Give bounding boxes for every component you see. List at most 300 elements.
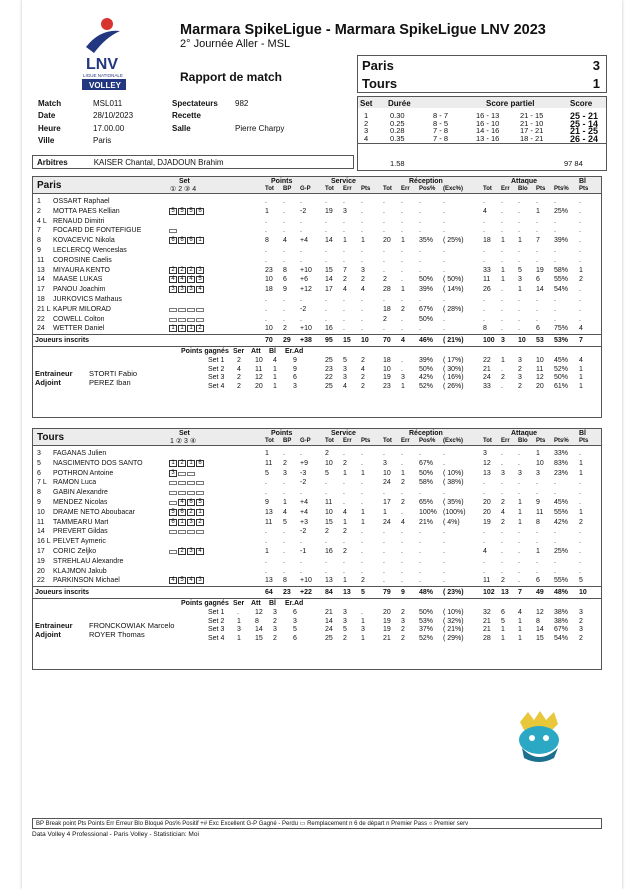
col-attaque: Attaque [511,430,538,437]
set-row-cell: 13 - 16 [476,133,500,143]
pg-cell: 6 [501,609,505,617]
col-reception: Réception [409,178,443,185]
stat-serr: 1 [343,469,347,477]
stat-rtot: . [383,489,385,497]
pg-cell: . [237,609,239,617]
col-bl: Bl [579,430,586,437]
player-number: 14 [37,276,45,284]
pg-cell: 23 [325,365,333,373]
pg-cell: 14 [536,626,544,634]
stat-gp: . [300,315,302,323]
stat-tot: . [265,557,267,565]
stat-atot: 4 [483,548,487,555]
stat-apts: 6 [536,577,540,585]
stat-apts: . [536,557,538,565]
set-row-cell: 1 [364,111,369,120]
round-subtitle: 2° Journée Aller - MSL [180,38,291,50]
stat-atot: . [483,528,485,536]
stat-bl: . [579,315,581,323]
stat-rexc: . [443,577,445,585]
stat-rpos: . [419,450,421,457]
subcol-apct: Pts% [554,186,569,192]
set-lineup-boxes: 5 6 2 1 [169,509,204,516]
pg-cell: ( 30%) [443,365,464,373]
stat-aerr: 2 [501,499,505,506]
pg-cell: 10 [536,357,544,365]
stat-rtot: . [383,256,385,264]
stat-aerr: . [501,557,503,565]
subcol-apts: Pts [536,186,546,192]
stat-stot: . [325,538,327,546]
stat-rerr: . [401,538,403,546]
stat-apct: . [554,479,556,487]
total-stot: 84 [325,589,333,597]
pg-cell: 3 [518,357,522,365]
stat-apct: 45% [554,499,569,506]
pg-cell: 52% [419,634,434,642]
stat-tot: . [265,247,267,254]
heure-label: Heure [38,124,61,133]
stat-ablo: . [518,325,520,333]
pg-cell: 33 [483,382,491,390]
stat-atot: . [483,538,485,546]
pg-cell: 38% [554,617,569,625]
set-row-cell: 0.30 [390,111,405,120]
stat-atot: . [483,479,485,487]
stat-apts: 10 [536,459,544,467]
stat-spts: . [361,450,363,457]
stat-apct: . [554,489,556,497]
stat-rexc: . [443,538,445,546]
stat-apct: 83% [554,459,569,467]
stat-rexc: . [443,548,445,555]
player-name: CORIC Zeljko [53,548,97,555]
player-name: TAMMEARU Mart [53,518,109,526]
pg-cell: 9 [293,365,297,373]
stat-bl: . [579,207,581,215]
subcol-tot: Tot [265,186,274,192]
stat-bl: . [579,217,581,225]
stat-ablo: . [518,305,520,313]
stat-apts: 7 [536,237,540,245]
stat-rerr: . [401,508,403,516]
stat-rtot: 3 [383,459,387,467]
set-row-cell: 0.35 [390,133,405,143]
pg-cell: 5 [501,617,505,625]
stat-rtot: 2 [383,315,387,323]
pg-cell: . [501,382,503,390]
set-row-cell: 21 - 25 [570,126,599,136]
total-rtot: 70 [383,337,391,345]
player-number: 13 [37,266,45,274]
total-apct: 53% [554,337,569,345]
stat-atot: 4 [483,207,487,215]
stat-serr: 7 [343,266,347,274]
stat-rerr: . [401,548,403,555]
pg-cell: 4 [237,365,241,373]
coach-name: STORTI Fabio [89,368,138,378]
subcol-tot: Tot [265,438,274,444]
heure-value: 17.00.00 [93,124,125,133]
stat-rpos: . [419,548,421,555]
player-number: 1 [37,198,41,205]
match-label: Match [38,99,62,108]
points-gagnes-label: Points gagnés [181,600,229,608]
total-bp: 29 [283,337,291,345]
pg-cell: 11 [536,365,544,373]
stat-tot: 10 [265,325,273,333]
joueurs-inscrits-label: Joueurs inscrits [35,589,90,597]
pg-cell: ( 32%) [443,617,464,625]
player-number: 5 [37,459,41,467]
pg-cell: 2 [343,634,347,642]
stat-apts: 1 [536,450,540,457]
stat-rtot: . [383,538,385,546]
pg-cell: 4 [361,365,365,373]
stat-tot: . [265,305,267,313]
pg-cell: 38% [554,609,569,617]
pg-cell: 19 [383,626,391,634]
set-lineup-boxes: 3 3 3 4 [169,286,204,293]
set-row-cell: 21 - 10 [520,118,544,128]
stat-tot: 13 [265,577,273,585]
set-lineup-boxes [169,316,204,322]
tours-stats-table [32,428,602,670]
pg-cell: 2 [518,365,522,373]
pg-cell: 25 [325,357,333,365]
stat-aerr: . [501,489,503,497]
pg-cell: 21 [325,609,333,617]
pg-cell: 8 [255,617,259,625]
sets-col-score: Score [570,99,593,108]
stat-stot: 14 [325,237,333,245]
pg-cell: 3 [343,617,347,625]
pg-cell: 3 [293,617,297,625]
stat-stot: 15 [325,266,333,274]
pg-cell: 12 [255,374,263,382]
stat-ablo: . [518,296,520,303]
set-row-cell: 25 - 14 [570,118,599,129]
stat-apct: 54% [554,286,569,294]
stat-gp: +12 [300,286,312,294]
salle-label: Salle [172,124,191,133]
total-atot: 102 [483,589,495,597]
stat-ablo: 1 [518,499,522,506]
subcol-ablo: Blo [518,438,528,444]
pg-cell: 53% [419,617,434,625]
pg-cell: 4 [343,382,347,390]
set-row-cell: 0.25 [390,118,405,128]
stat-stot: 11 [325,499,333,506]
pg-cell: 3 [361,626,365,634]
stat-rpos: . [419,266,421,274]
player-name: RAMON Luca [53,479,97,487]
stat-aerr: . [501,207,503,215]
player-name: PARKINSON Michael [53,577,120,585]
pg-cell: 20 [383,609,391,617]
stat-apct: . [554,567,556,575]
assistant-label: Adjoint [35,377,61,387]
stat-bl: 1 [579,508,583,516]
set-lineup-boxes: 6 6 6 1 [169,237,204,244]
stat-rexc: ( 10%) [443,469,464,477]
points-divider [33,346,601,347]
stat-ablo: . [518,247,520,254]
stat-rerr: . [401,528,403,536]
set-lineup-boxes: 1 1 1 2 [169,325,204,332]
stat-bp: . [283,217,285,225]
logo-text: LNV [86,56,118,73]
date-label: Date [38,111,56,120]
stat-bp: 3 [283,469,287,477]
stat-tot: 8 [265,237,269,245]
stat-stot: . [325,567,327,575]
stat-rpos: 50% [419,276,434,284]
pg-cell: 28 [483,634,491,642]
stat-apct: . [554,557,556,565]
total-gp: +22 [300,589,312,597]
stat-atot: 13 [483,469,491,477]
stat-rerr: . [401,276,403,284]
stat-aerr: . [501,198,503,205]
pg-cell: ( 26%) [443,382,464,390]
stat-spts: . [361,227,363,235]
stat-atot: . [483,247,485,254]
stat-atot: . [483,296,485,303]
stat-rerr: . [401,325,403,333]
stat-rtot: . [383,557,385,565]
pg-cell: 22 [483,357,491,365]
total-serr: 15 [343,337,351,345]
stat-bp: . [283,567,285,575]
stat-bl: . [579,538,581,546]
stat-apts: 6 [536,276,540,284]
stat-tot: 1 [265,548,269,555]
team-name: Tours [37,432,65,443]
player-number: 20 [37,567,45,575]
stat-apts: 14 [536,286,544,294]
stat-apts: . [536,198,538,205]
stat-rexc: . [443,489,445,497]
stat-stot: 15 [325,518,333,526]
home-sets: 3 [592,58,600,73]
pg-cell: 2 [579,634,583,642]
stat-bp: 8 [283,577,287,585]
player-name: RENAUD Dimitri [53,217,105,225]
col-reception: Réception [409,430,443,437]
player-name: FOCARD DE FONTEFIGUE [53,227,142,235]
stat-bp: 2 [283,459,287,467]
stat-rexc: ( 25%) [443,237,464,245]
stat-spts: . [361,499,363,506]
pg-cell: 11 [255,365,263,373]
stat-bl: . [579,286,581,294]
stat-bp: . [283,557,285,565]
stat-tot: 23 [265,266,273,274]
stat-spts: . [361,548,363,555]
stat-apct: . [554,256,556,264]
player-number: 7 [37,227,41,235]
sets-total-score: 97 84 [564,159,583,168]
stat-serr: 4 [343,286,347,294]
pg-cell: 14 [325,617,333,625]
stat-tot: 11 [265,518,273,526]
stat-tot: . [265,217,267,225]
pg-cell: 1 [361,634,365,642]
subcol-gp: G-P [300,438,311,444]
subcol-rerr: Err [401,438,410,444]
stat-tot: . [265,315,267,323]
pg-cell: 21 [483,365,491,373]
pg-cell: 2 [361,382,365,390]
pg-cell: 4 [579,357,583,365]
stat-atot: . [483,305,485,313]
stat-serr: . [343,315,345,323]
stat-bl: . [579,479,581,487]
sets-divider [358,143,606,144]
stat-rexc: . [443,567,445,575]
pg-cell: 1 [518,626,522,634]
pg-cell: 4 [518,609,522,617]
subcol-spts: Pts [361,438,371,444]
stat-stot: . [325,479,327,487]
stat-spts: 1 [361,508,365,516]
stat-rexc: . [443,256,445,264]
set-lineup-boxes: 3 [169,470,195,477]
pg-cell: 21 [383,634,391,642]
stat-apts: 6 [536,325,540,333]
stat-atot: 11 [483,276,491,284]
stat-stot: 10 [325,508,333,516]
stat-atot: 20 [483,508,491,516]
stat-gp: -2 [300,305,307,313]
set-row-cell: 25 - 21 [570,111,599,121]
total-rexc: ( 23%) [443,589,464,597]
stat-rerr: . [401,489,403,497]
pg-cell: Set 3 [208,374,225,382]
stat-serr: . [343,538,345,546]
player-number: 11 [37,518,45,526]
away-sets: 1 [592,76,600,91]
coach-label: Entraineur [35,368,73,378]
stat-rerr: . [401,217,403,225]
pg-cell: Set 1 [208,357,225,365]
pg-cell: 1 [361,617,365,625]
stat-ablo: 1 [518,508,522,516]
stat-gp: . [300,450,302,457]
player-number: 22 [37,577,45,585]
pg-cell: 23 [383,382,391,390]
stat-rtot: . [383,577,385,585]
pg-cell: 1 [237,634,241,642]
set-row-cell: 16 - 13 [476,111,500,120]
player-number: 4 L [37,217,47,225]
stat-aerr: . [501,459,503,467]
pg-cell: ( 10%) [443,609,464,617]
stat-aerr: . [501,227,503,235]
set-row-cell: 8 - 5 [433,118,449,128]
pg-cell: 5 [343,626,347,634]
stat-gp: +3 [300,518,308,526]
player-name: KOVACEVIC Nikola [53,237,115,245]
pg-cell: 3 [401,617,405,625]
svg-text:VOLLEY: VOLLEY [89,81,122,90]
sets-col-set: Set [360,99,373,108]
subcol-serr: Err [343,186,352,192]
pg-cell: ( 29%) [443,634,464,642]
stat-bp: . [283,296,285,303]
stat-gp: +4 [300,237,308,245]
stat-rerr: . [401,459,403,467]
set-numbers: 1 ② 3 ④ [170,438,197,445]
set-lineup-boxes: 4 4 4 5 [169,276,204,283]
stat-gp: . [300,217,302,225]
stat-atot: . [483,198,485,205]
player-number: 24 [37,325,45,333]
subcol-rpos: Pos% [419,186,436,192]
stat-apts: . [536,227,538,235]
stat-ablo: . [518,198,520,205]
pg-cell: 52% [554,365,569,373]
stat-rtot: 10 [383,469,391,477]
stat-aerr: 4 [501,508,505,516]
stat-stot: 13 [325,577,333,585]
player-name: STREHLAU Alexandre [53,557,124,565]
stat-bl: . [579,305,581,313]
stat-rerr: 2 [401,499,405,506]
stat-gp: +10 [300,577,312,585]
stat-rpos: 50% [419,469,434,477]
set-row-cell: 4 [364,133,369,143]
svg-text:LIGUE NATIONALE: LIGUE NATIONALE [83,73,123,78]
stat-stot: . [325,489,327,497]
pg-cell: 1 [501,634,505,642]
stat-apts: . [536,256,538,264]
player-number: 10 [37,508,45,516]
total-rpos: 46% [419,337,434,345]
stat-bl: . [579,256,581,264]
stat-bp: . [283,305,285,313]
stat-bp: 5 [283,518,287,526]
player-number: 11 [37,256,45,264]
stat-gp: . [300,557,302,565]
stat-bl: . [579,450,581,457]
stat-bl: . [579,227,581,235]
stat-tot: 11 [265,459,273,467]
stat-aerr: . [501,567,503,575]
player-number: 8 [37,237,41,245]
pg-cell: 15 [255,634,263,642]
stat-rexc: . [443,557,445,565]
stat-gp: -2 [300,528,307,536]
stat-atot: 26 [483,286,491,294]
referees-value: KAISER Chantal, DJADOUN Brahim [93,158,224,167]
stat-tot: 5 [265,469,269,477]
stat-serr: . [343,217,345,225]
pg-cell: 18 [383,357,391,365]
stat-rerr: . [401,296,403,303]
pg-cell: 15 [536,634,544,642]
pg-head: Ser [233,348,245,356]
stat-gp: . [300,567,302,575]
stat-gp: -2 [300,479,307,487]
set-row-cell: 0.28 [390,126,405,135]
stat-bp: . [283,198,285,205]
stat-stot: . [325,247,327,254]
set-lineup-boxes: 5 5 5 6 [169,208,204,215]
subcol-rexc: (Exc%) [443,438,464,444]
stat-tot: . [265,256,267,264]
